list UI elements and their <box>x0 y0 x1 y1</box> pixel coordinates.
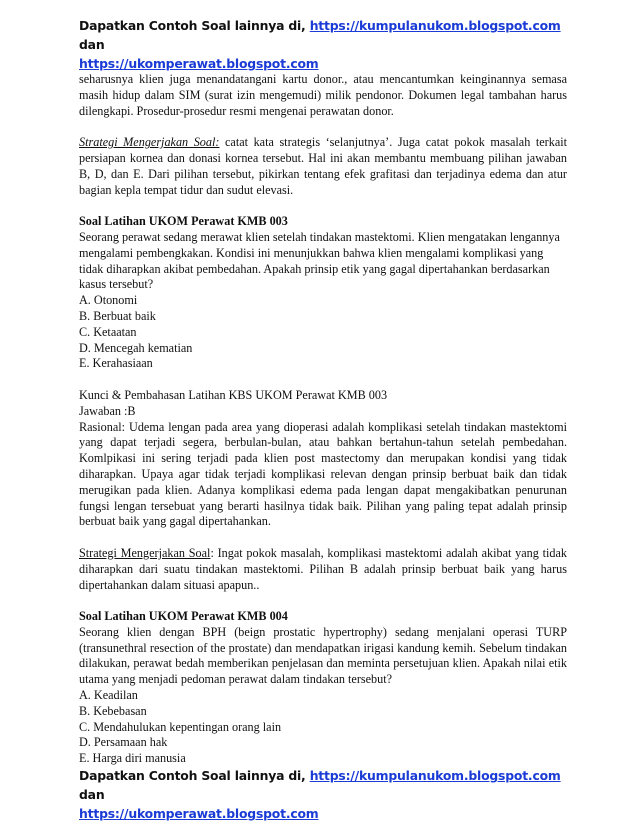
option-003-a: A. Otonomi <box>79 293 138 308</box>
header-prefix: Dapatkan Contoh Soal lainnya di, <box>79 18 310 33</box>
page-footer <box>79 766 579 823</box>
strategy-paragraph-2 <box>79 546 567 593</box>
rationale-003: Rasional: Udema lengan pada area yang dioperasi adalah komplikasi setelah tindakan mastektomi yang dapat terjadi segera, berbulan-bulan, atau bahkan bertahun-tahun setelah pembedahan. Komlpikasi ini sering terjadi pada klien post mastectomy dan merupakan kondisi yang tidak diharapkan. Upaya agar tidak terjadi komplikasi relevan dengan prinsip berbuat baik dan tidak merugikan pada klien. Adanya komplikasi edema pada lengan dapat mengakibatkan penurunan fungsi lengan tersebuat yang berarti hasilnya tidak baik. Pilihan yang paling tepat adalah prinsip berbuat baik yang gagal dipertahankan. <box>79 419 567 529</box>
strategy-label-2: Strategi Mengerjakan Soal <box>79 545 211 560</box>
footer-link-kumpulanukom[interactable]: https://kumpulanukom.blogspot.com <box>309 768 561 783</box>
option-003-c: C. Ketaatan <box>79 324 137 339</box>
question-text-004: Seorang klien dengan BPH (beign prostatic hypertrophy) sedang menjalani operasi TURP (transunethral resection of the prostate) dan mendapatkan irigasi kandung kemih. Sebelum tindakan dilakukan, perawat bedah memberikan penjelasan dan meminta persetujuan klien. Apakah nilai etik utama yang menjadi pedoman perawat dalam tindakan tersebut? <box>79 624 567 687</box>
strategy-text-1: catat kata strategis ‘selanjutnya’. Juga catat pokok masalah terkait persiapan kornea dan donasi kornea tersebut. Hal ini akan membantu membuang pilihan jawaban B, D, dan E. Dari pilihan tersebut, pikirkan tentang efek grafitasi dan terjadinya edema dan atur bagian kepla tempat tidur dan sudut elevasi. <box>79 135 568 197</box>
answer-key-003: Jawaban :B <box>79 403 136 418</box>
option-003-d: D. Mencegah kematian <box>79 340 193 355</box>
strategy-text-2: : Ingat pokok masalah, komplikasi mastektomi adalah akibat yang tidak diharapkan dari suatu tindakan mastektomi. Pilihan B adalah prinsip berbuat baik yang harus dipertahankan dalam situasi apapun.. <box>79 545 568 592</box>
header-middle: dan <box>79 37 105 52</box>
intro-paragraph: seharusnya klien juga menandatangani kartu donor., atau mencantumkan keinginannya semasa masih hidup dalam SIM (surat izin mengemudi) milik pendonor. Dokumen legal tambahan harus dilengkapi. Prosedur-prosedur resmi mengenai perawatan donor. <box>79 72 567 118</box>
answer-title-003: Kunci & Pembahasan Latihan KBS UKOM Perawat KMB 003 <box>79 387 388 402</box>
question-title-003: Soal Latihan UKOM Perawat KMB 003 <box>79 214 288 229</box>
option-003-b: B. Berbuat baik <box>79 308 156 323</box>
option-004-b: B. Kebebasan <box>79 703 147 718</box>
header-link-kumpulanukom[interactable]: https://kumpulanukom.blogspot.com <box>309 18 561 33</box>
question-title-004: Soal Latihan UKOM Perawat KMB 004 <box>79 609 288 624</box>
page-header <box>79 16 579 73</box>
footer-prefix: Dapatkan Contoh Soal lainnya di, <box>79 768 310 783</box>
strategy-paragraph-1 <box>79 135 567 198</box>
option-004-c: C. Mendahulukan kepentingan orang lain <box>79 719 282 734</box>
question-text-003: Seorang perawat sedang merawat klien setelah tindakan mastektomi. Klien mengatakan lengannya mengalami pembengkakan. Kondisi ini menunjukkan bahwa klien mengalami komplikasi yang tidak diharapkan akibat pembedahan. Apakah prinsip etik yang gagal dipertahankan berdasarkan kasus tersebut? <box>79 229 560 292</box>
strategy-label-1: Strategi Mengerjakan Soal: <box>79 135 220 150</box>
option-004-d: D. Persamaan hak <box>79 735 168 750</box>
option-004-e: E. Harga diri manusia <box>79 751 186 766</box>
document-body <box>79 72 567 767</box>
header-link-ukomperawat[interactable]: https://ukomperawat.blogspot.com <box>79 56 319 71</box>
footer-link-ukomperawat[interactable]: https://ukomperawat.blogspot.com <box>79 806 319 821</box>
footer-middle: dan <box>79 787 105 802</box>
option-004-a: A. Keadilan <box>79 688 138 703</box>
option-003-e: E. Kerahasiaan <box>79 356 153 371</box>
